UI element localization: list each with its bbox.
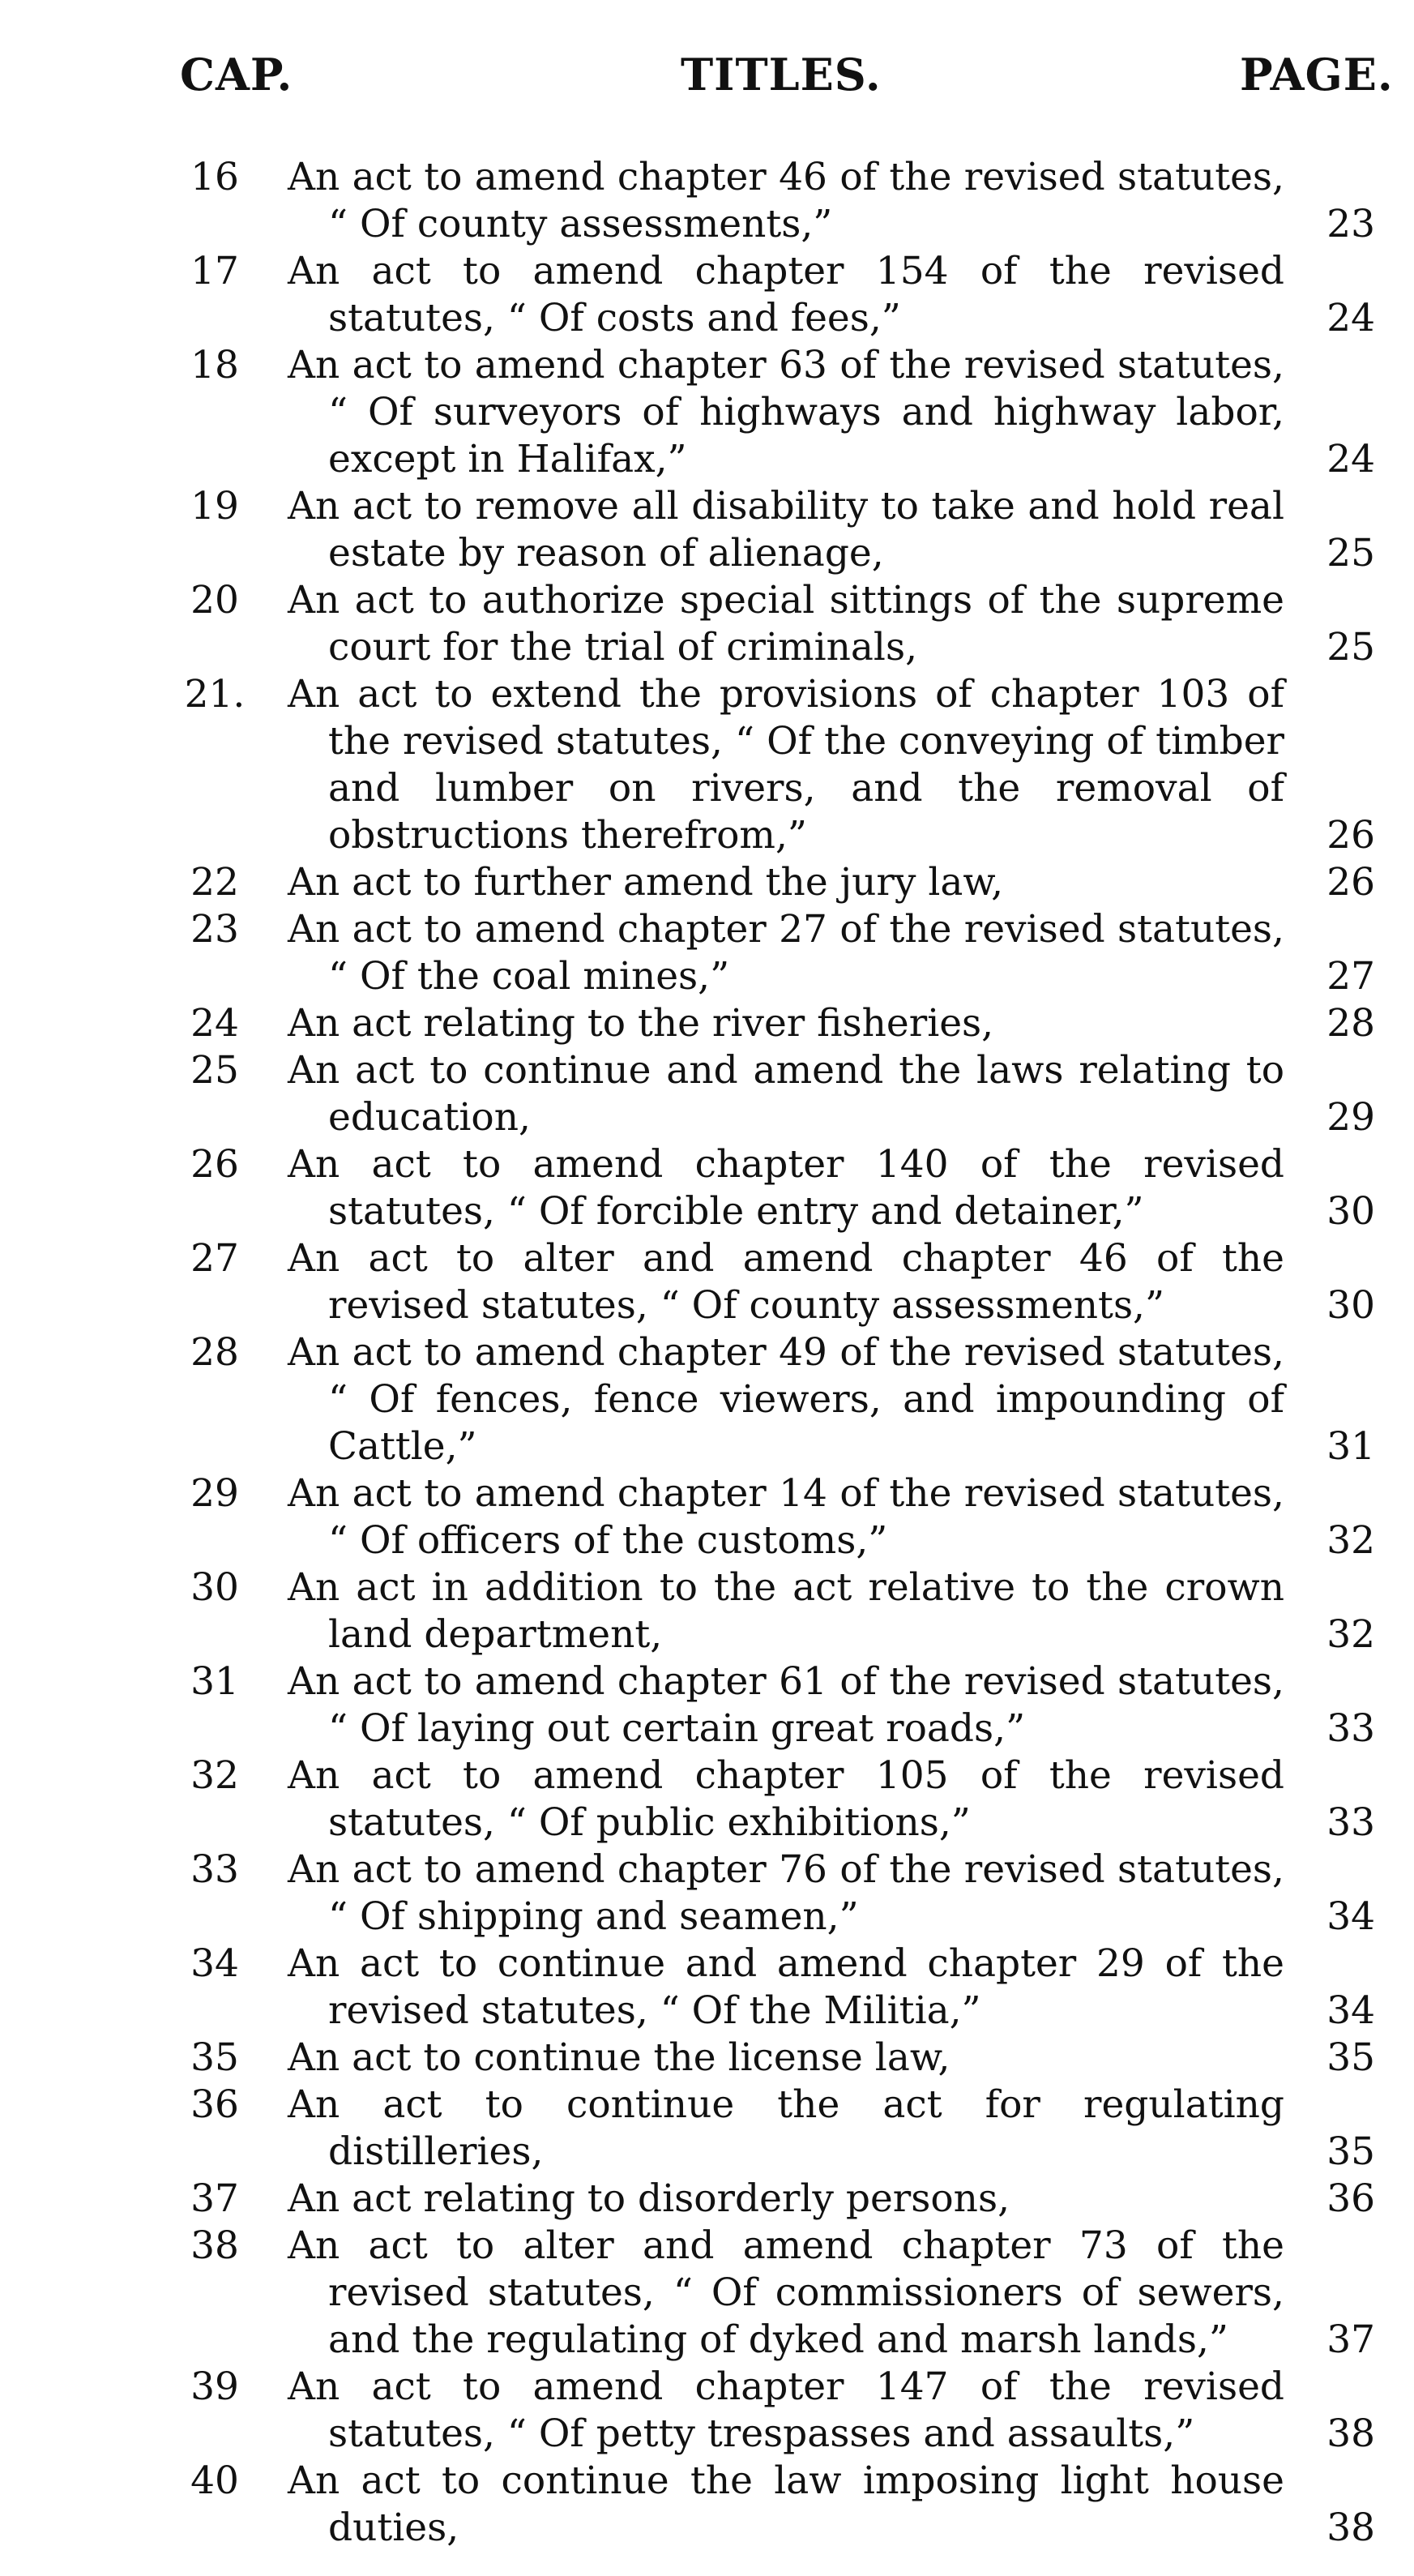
act-title: An act to further amend the jury law, — [288, 860, 1004, 905]
list-item — [0, 577, 1414, 671]
chapter-number: 29 — [190, 1471, 239, 1516]
header-cap: CAP. — [180, 49, 293, 101]
chapter-number: 28 — [190, 1330, 239, 1375]
page-number: 26 — [1326, 813, 1375, 858]
act-title: An act to remove all disability to take and hold real estate by reason of alienage, — [288, 484, 1284, 576]
chapter-number: 18 — [190, 343, 239, 387]
act-title: An act to continue the act for regulating distilleries, — [288, 2082, 1284, 2174]
list-item — [0, 1658, 1414, 1752]
act-title: An act to alter and amend chapter 73 of the revised statutes, “ Of commissioners of sewers, and the regulating of dyked and marsh lands,” — [288, 2223, 1284, 2362]
act-title: An act to amend chapter 63 of the revised statutes, “ Of surveyors of highways and highway labor, except in Halifax,” — [288, 343, 1284, 481]
chapter-number: 22 — [190, 860, 239, 905]
page-number: 38 — [1326, 2411, 1375, 2456]
list-item — [0, 859, 1414, 906]
chapter-number: 38 — [190, 2223, 239, 2268]
list-item — [0, 1235, 1414, 1329]
chapter-number: 17 — [190, 249, 239, 293]
list-item — [0, 248, 1414, 342]
chapter-number: 24 — [190, 1001, 239, 1046]
chapter-number: 36 — [190, 2082, 239, 2127]
page-number: 31 — [1326, 1424, 1375, 1469]
page-number: 24 — [1326, 437, 1375, 481]
page-number: 30 — [1326, 1189, 1375, 1234]
chapter-number: 19 — [190, 484, 239, 528]
page-number: 34 — [1326, 1988, 1375, 2033]
page-number: 24 — [1326, 296, 1375, 340]
list-item — [0, 1846, 1414, 1941]
chapter-number: 30 — [190, 1565, 239, 1610]
act-title: An act in addition to the act relative to the crown land department, — [288, 1565, 1284, 1657]
entries-list — [0, 154, 1414, 2552]
page-number: 32 — [1326, 1612, 1375, 1657]
header-titles: TITLES. — [681, 49, 882, 101]
act-title: An act to amend chapter 49 of the revised statutes, “ Of fences, fence viewers, and impounding of Cattle,” — [288, 1330, 1284, 1469]
list-item — [0, 2176, 1414, 2223]
act-title: An act to continue and amend the laws relating to education, — [288, 1048, 1284, 1140]
act-title: An act to amend chapter 105 of the revised statutes, “ Of public exhibitions,” — [288, 1753, 1284, 1845]
chapter-number: 20 — [190, 578, 239, 623]
column-header — [0, 49, 1414, 113]
page-number: 33 — [1326, 1706, 1375, 1751]
page-number: 33 — [1326, 1800, 1375, 1845]
act-title: An act to amend chapter 14 of the revised statutes, “ Of officers of the customs,” — [288, 1471, 1284, 1563]
chapter-number: 31 — [190, 1659, 239, 1704]
act-title: An act to alter and amend chapter 46 of the revised statutes, “ Of county assessments,” — [288, 1236, 1284, 1328]
list-item — [0, 1329, 1414, 1470]
act-title: An act to continue the license law, — [288, 2035, 950, 2080]
chapter-number: 34 — [190, 1941, 239, 1986]
page-number: 29 — [1326, 1095, 1375, 1140]
list-item — [0, 1047, 1414, 1141]
act-title: An act to amend chapter 27 of the revised statutes, “ Of the coal mines,” — [288, 907, 1284, 999]
act-title: An act to continue the law imposing light house duties, — [288, 2458, 1284, 2550]
list-item — [0, 154, 1414, 248]
act-title: An act to extend the provisions of chapter 103 of the revised statutes, “ Of the conveying of timber and lumber on rivers, and the removal of obstructions therefrom,” — [288, 672, 1284, 858]
list-item — [0, 2035, 1414, 2082]
page-number: 26 — [1326, 860, 1375, 905]
header-page: PAGE. — [1240, 49, 1394, 101]
page-number: 37 — [1326, 2317, 1375, 2362]
list-item — [0, 1941, 1414, 2035]
list-item — [0, 2223, 1414, 2364]
act-title: An act to amend chapter 154 of the revised statutes, “ Of costs and fees,” — [288, 249, 1284, 340]
act-title: An act to continue and amend chapter 29 of the revised statutes, “ Of the Militia,” — [288, 1941, 1284, 2033]
list-item — [0, 671, 1414, 859]
list-item — [0, 1470, 1414, 1564]
chapter-number: 39 — [190, 2364, 239, 2409]
chapter-number: 35 — [190, 2035, 239, 2080]
act-title: An act relating to disorderly persons, — [288, 2176, 1010, 2221]
act-title: An act relating to the river fisheries, — [288, 1001, 994, 1046]
page-number: 36 — [1326, 2176, 1375, 2221]
page-number: 23 — [1326, 202, 1375, 246]
list-item — [0, 1141, 1414, 1235]
page-number: 35 — [1326, 2035, 1375, 2080]
chapter-number: 23 — [190, 907, 239, 952]
list-item — [0, 1000, 1414, 1047]
page-number: 27 — [1326, 954, 1375, 999]
chapter-number: 16 — [190, 155, 239, 199]
page-number: 34 — [1326, 1894, 1375, 1939]
list-item — [0, 2458, 1414, 2552]
act-title: An act to amend chapter 147 of the revised statutes, “ Of petty trespasses and assaults,” — [288, 2364, 1284, 2456]
list-item — [0, 483, 1414, 577]
chapter-number: 40 — [190, 2458, 239, 2503]
chapter-number: 32 — [190, 1753, 239, 1798]
page-number: 32 — [1326, 1518, 1375, 1563]
page-number: 30 — [1326, 1283, 1375, 1328]
chapter-number: 26 — [190, 1142, 239, 1187]
list-item — [0, 342, 1414, 483]
chapter-number: 21. — [184, 672, 246, 717]
act-title: An act to amend chapter 140 of the revised statutes, “ Of forcible entry and detainer,” — [288, 1142, 1284, 1234]
chapter-number: 37 — [190, 2176, 239, 2221]
chapter-number: 25 — [190, 1048, 239, 1093]
act-title: An act to amend chapter 61 of the revised statutes, “ Of laying out certain great roads,” — [288, 1659, 1284, 1751]
page-number: 35 — [1326, 2129, 1375, 2174]
page-number: 25 — [1326, 531, 1375, 576]
act-title: An act to amend chapter 46 of the revised statutes, “ Of county assessments,” — [288, 155, 1284, 246]
list-item — [0, 906, 1414, 1000]
list-item — [0, 2082, 1414, 2176]
act-title: An act to authorize special sittings of the supreme court for the trial of criminals, — [288, 578, 1284, 670]
page-number: 28 — [1326, 1001, 1375, 1046]
chapter-number: 33 — [190, 1847, 239, 1892]
page-number: 25 — [1326, 625, 1375, 670]
list-item — [0, 1752, 1414, 1846]
list-item — [0, 1564, 1414, 1658]
list-item — [0, 2364, 1414, 2458]
page-number: 38 — [1326, 2505, 1375, 2550]
chapter-number: 27 — [190, 1236, 239, 1281]
act-title: An act to amend chapter 76 of the revised statutes, “ Of shipping and seamen,” — [288, 1847, 1284, 1939]
